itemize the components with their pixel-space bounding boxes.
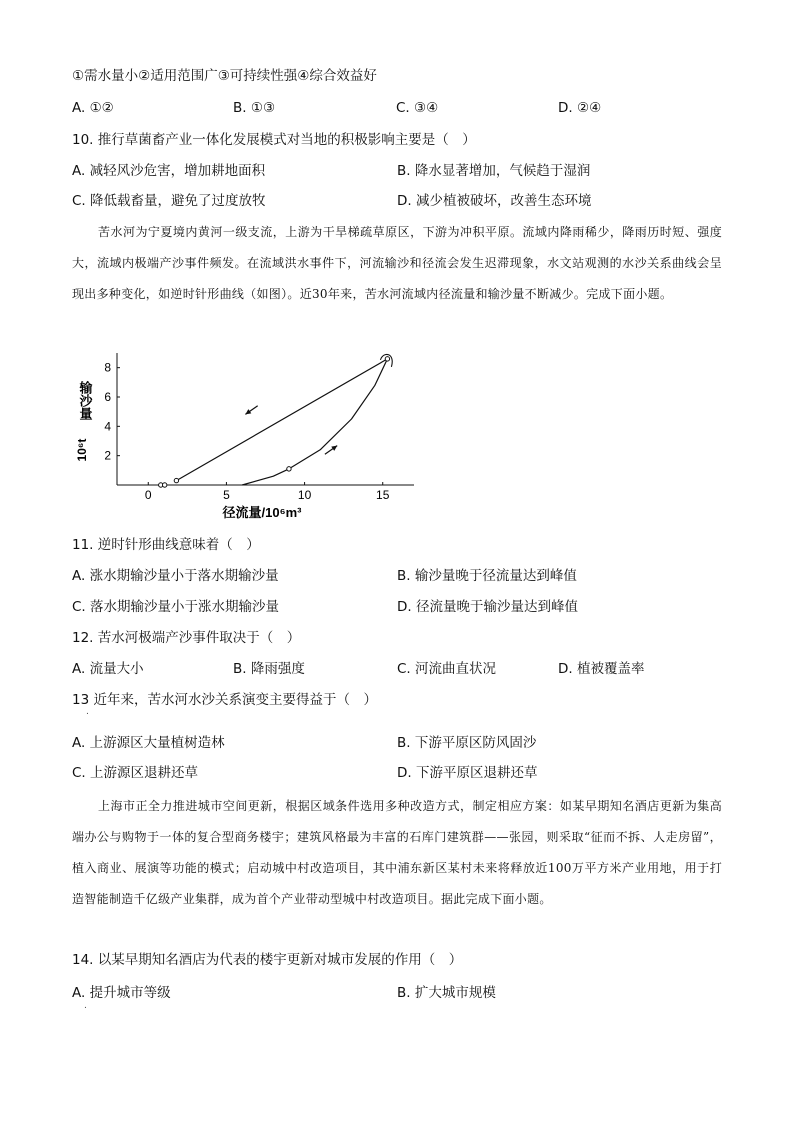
q12-stem: 12. 苦水河极端产沙事件取决于（ ） [72,630,301,646]
q14-option-a[interactable]: A. 提升城市等级 [72,985,171,1001]
x-axis-label: 径流量/10⁶m³ [222,505,302,520]
y-tick-label: 2 [104,448,111,463]
q11-option-b[interactable]: B. 输沙量晚于径流量达到峰值 [397,568,577,584]
q13-option-a[interactable]: A. 上游源区大量植树造林 [72,735,225,751]
q14-option-b[interactable]: B. 扩大城市规模 [397,985,496,1001]
stray-dot: . [86,707,89,717]
q10-option-a[interactable]: A. 减轻风沙危害，增加耕地面积 [72,163,266,179]
q11-stem: 11. 逆时针形曲线意味着（ ） [72,537,260,553]
q9-option-c[interactable]: C. ③④ [396,100,439,116]
q9-statements: ①需水量小②适用范围广③可持续性强④综合效益好 [72,68,377,84]
data-point [385,357,389,361]
data-point [174,478,178,482]
q13-option-c[interactable]: C. 上游源区退耕还草 [72,765,199,781]
q12-option-c[interactable]: C. 河流曲直状况 [397,661,497,677]
y-tick-label: 8 [104,360,111,375]
q10-option-b[interactable]: B. 降水显著增加，气候趋于湿润 [397,163,591,179]
q11-option-d[interactable]: D. 径流量晚于输沙量达到峰值 [397,599,578,615]
q10-option-c[interactable]: C. 降低载畜量，避免了过度放牧 [72,193,266,209]
q9-option-d[interactable]: D. ②④ [558,100,602,116]
q9-option-a[interactable]: A. ①② [72,100,114,116]
q12-option-d[interactable]: D. 植被覆盖率 [558,661,645,677]
y-tick-label: 4 [104,419,111,434]
q13-option-d[interactable]: D. 下游平原区退耕还草 [397,765,538,781]
q12-option-a[interactable]: A. 流量大小 [72,661,144,677]
data-point [287,467,291,471]
q10-option-d[interactable]: D. 减少植被破坏，改善生态环境 [397,193,592,209]
trend-arrow-head [245,409,251,414]
q9-option-b[interactable]: B. ①③ [233,100,276,116]
q12-option-b[interactable]: B. 降雨强度 [233,661,305,677]
y-tick-label: 6 [104,390,111,404]
water-sediment-chart [72,345,422,525]
q11-option-c[interactable]: C. 落水期输沙量小于涨水期输沙量 [72,599,280,615]
stray-dot-2: . [84,1001,87,1011]
trend-arrow-head [331,446,337,451]
q13-stem: 13 近年来，苦水河水沙关系演变主要得益于（ ） [72,692,377,708]
x-tick-label: 5 [223,488,230,502]
passage-kushui-river: 苦水河为宁夏境内黄河一级支流，上游为干旱梯疏草原区，下游为冲积平原。流域内降雨稀少，降雨历时短、强度大，流域内极端产沙事件频发。在流域洪水事件下，河流输沙和径流会发生迟滞现象，水文站观测的水沙关系曲线会呈现出多种变化，如逆时针形曲线（如图）。近30年来，苦水河流域内径流量和输沙量不断减少。完成下面小题。 [72,225,722,301]
x-tick-label: 0 [144,488,152,502]
q10-stem: 10. 推行草菌畜产业一体化发展模式对当地的积极影响主要是（ ） [72,132,476,148]
x-tick-label: 10 [297,488,312,502]
passage-shanghai-renewal: 上海市正全力推进城市空间更新，根据区域条件选用多种改造方式，制定相应方案：如某早期知名酒店更新为集高端办公与购物于一体的复合型商务楼宇；建筑风格最为丰富的石库门建筑群——张园，则采取“征而不拆、人走房留”，植入商业、展演等功能的模式；启动城中村改造项目，其中浦东新区某村未来将释放近100万平方米产业用地，用于打造智能制造千亿级产业集群，成为首个产业带动型城中村改造项目。据此完成下面小题。 [72,799,722,906]
y-axis-unit: 10⁶t [75,438,89,462]
y-axis-label: 输沙量 [77,381,93,420]
q11-option-a[interactable]: A. 涨水期输沙量小于落水期输沙量 [72,568,279,584]
series-line [242,359,387,485]
x-tick-label: 15 [376,488,390,502]
series-line [176,359,387,481]
q13-option-b[interactable]: B. 下游平原区防风固沙 [397,735,537,751]
q14-stem: 14. 以某早期知名酒店为代表的楼宇更新对城市发展的作用（ ） [72,952,463,968]
data-point [162,483,166,487]
